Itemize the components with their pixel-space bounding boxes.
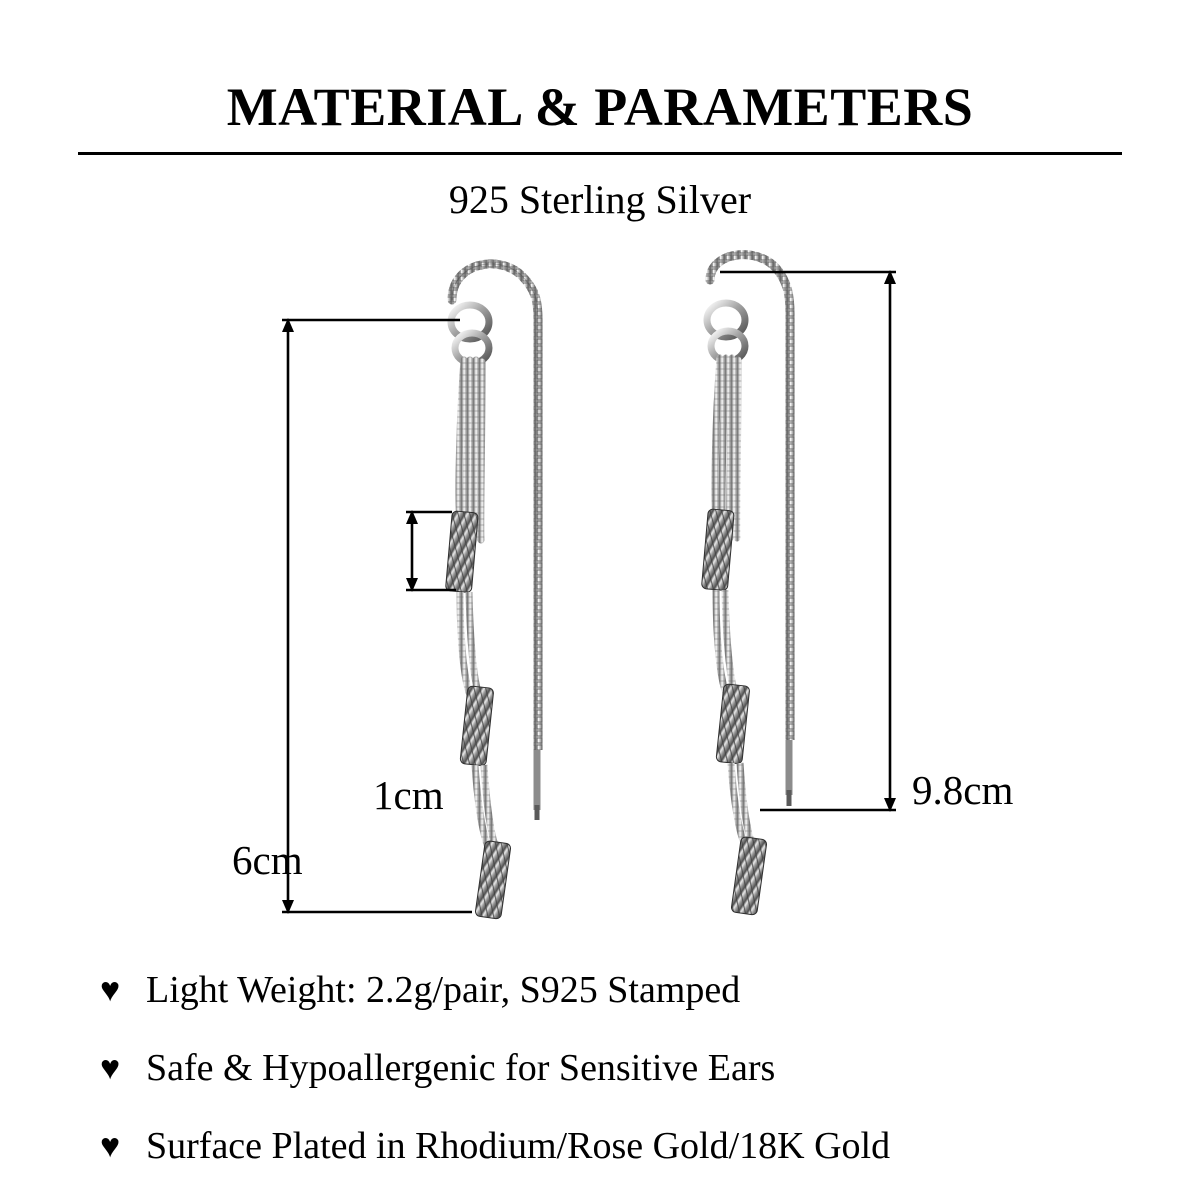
feature-list — [100, 952, 1160, 1186]
dimension-label-total-left: 6cm — [232, 837, 303, 883]
list-item — [100, 952, 1160, 1030]
list-item — [100, 1108, 1160, 1186]
heart-icon: ♥ — [100, 1128, 121, 1165]
earring-diagram — [60, 240, 1140, 930]
feature-text-hypoallergenic: Safe & Hypoallergenic for Sensitive Ears — [146, 1047, 776, 1090]
earring-right — [701, 255, 790, 916]
material-subtitle: 925 Sterling Silver — [448, 177, 752, 222]
page-title: MATERIAL & PARAMETERS — [226, 77, 974, 137]
dimension-label-total-right: 9.8cm — [912, 767, 1014, 813]
feature-text-weight: Light Weight: 2.2g/pair, S925 Stamped — [146, 969, 741, 1012]
heart-icon: ♥ — [100, 1050, 121, 1087]
dimension-label-segment: 1cm — [373, 772, 444, 818]
heart-icon: ♥ — [100, 972, 121, 1009]
feature-text-plating: Surface Plated in Rhodium/Rose Gold/18K Gold — [146, 1125, 891, 1168]
earring-illustration — [60, 240, 1140, 930]
earring-left — [445, 264, 538, 919]
title-divider — [78, 152, 1122, 155]
list-item — [100, 1030, 1160, 1108]
